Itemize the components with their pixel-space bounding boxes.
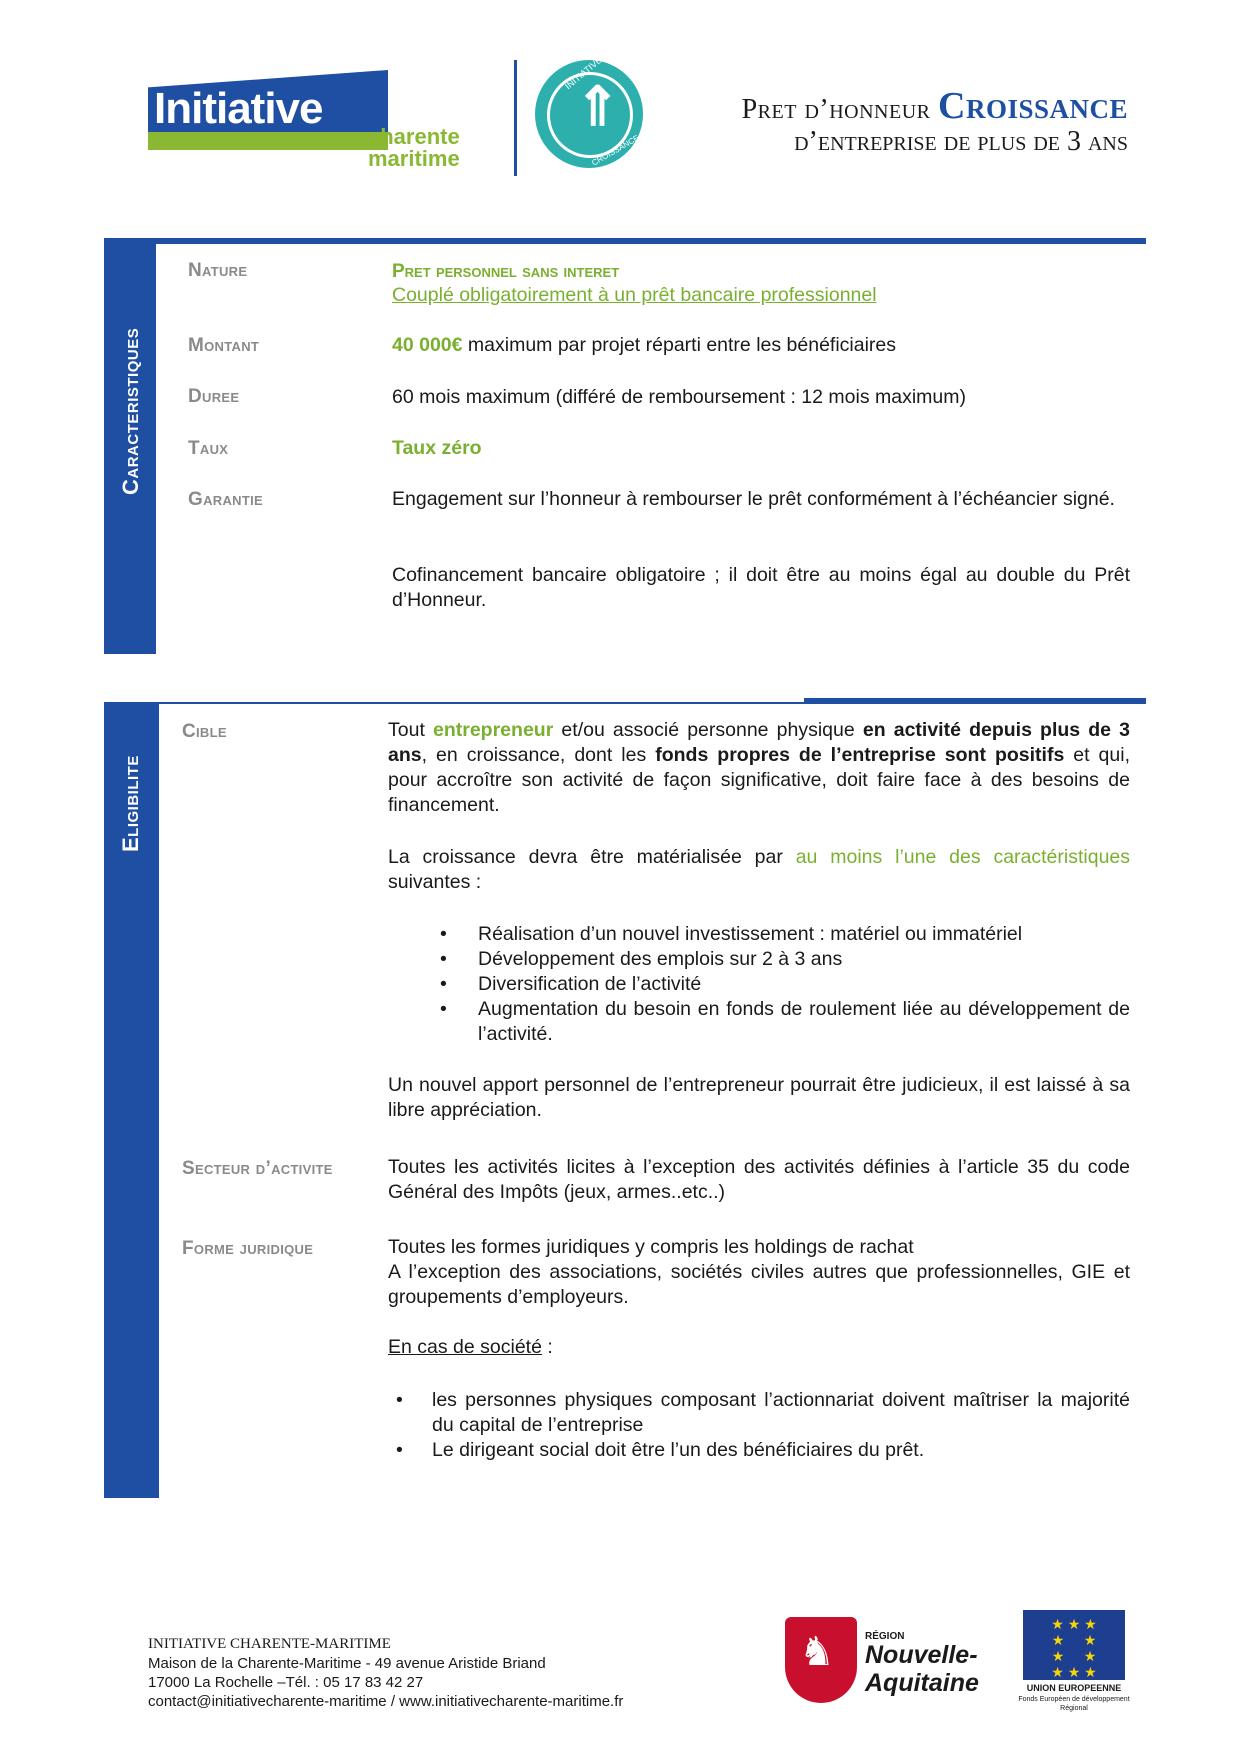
cible-p1-t3: et/ou associé personne physique xyxy=(553,719,863,741)
eligibilite-top-rule xyxy=(804,698,1146,704)
eu-stars-icon: ★ ★ ★ ★ ★ ★ ★ ★ ★ ★ xyxy=(1051,1616,1097,1680)
footer-contact-link[interactable]: contact@initiativecharente-maritime / www.initiativecharente-maritime.fr xyxy=(148,1693,624,1710)
lion-icon: ♞ xyxy=(799,1630,835,1674)
cible-label: Cible xyxy=(182,721,227,742)
caracteristiques-section-label: Caracteristiques xyxy=(118,327,143,495)
list-item xyxy=(440,972,1130,997)
duree-label: Duree xyxy=(188,386,240,407)
list-item xyxy=(440,922,1130,947)
cible-p1-entrepreneur: entrepreneur xyxy=(433,719,554,741)
cible-paragraph-1 xyxy=(388,718,1130,818)
list-item-text: Le dirigeant social doit être l’un des bénéficiaires du prêt. xyxy=(432,1439,925,1461)
logo-main-text: Initiative xyxy=(154,84,323,133)
taux-label: Taux xyxy=(188,438,229,459)
eu-label: UNION EUROPEENNE xyxy=(1026,1683,1122,1693)
list-item xyxy=(440,947,1130,972)
badge-text-bottom: CROISSANCE xyxy=(590,133,641,168)
cible-p1-t1: Tout xyxy=(388,719,433,741)
footer-org-name: INITIATIVE CHARENTE-MARITIME xyxy=(148,1636,391,1652)
cible-p2-t3: suivantes : xyxy=(388,871,482,893)
logo-sub-text-1: charente xyxy=(368,124,460,149)
list-item-text: les personnes physiques composant l’actionnariat doivent maîtriser la majorité du capital de l’entreprise xyxy=(432,1389,1130,1436)
montant-amount: 40 000€ xyxy=(392,334,463,356)
croissance-badge xyxy=(535,54,643,168)
list-item xyxy=(440,997,1130,1047)
arrow-up-icon: ⇑ xyxy=(575,77,621,137)
region-shield-icon xyxy=(785,1617,857,1703)
initiative-logo xyxy=(148,62,483,177)
caracteristiques-top-rule xyxy=(104,238,1146,244)
page-title-line2: d’entreprise de plus de 3 ans xyxy=(794,126,1128,157)
garantie-label: Garantie xyxy=(188,489,263,510)
cible-p1-t7: et qui, pour accroître son activité de façon significative, doit faire face à des besoins de financement. xyxy=(388,744,1130,816)
list-item-text: Réalisation d’un nouvel investissement : matériel ou immatériel xyxy=(478,923,1023,945)
footer-city-phone: 17000 La Rochelle –Tél. : 05 17 83 42 27 xyxy=(148,1674,424,1691)
cible-p2-t1: La croissance devra être matérialisée par xyxy=(388,846,796,868)
list-item-text: Augmentation du besoin en fonds de roulement liée au développement de l’activité. xyxy=(478,998,1130,1045)
list-item xyxy=(396,1438,1130,1463)
bullet-icon: • xyxy=(396,1439,403,1461)
bullet-icon: • xyxy=(440,973,447,995)
page-title-line1 xyxy=(742,84,1128,128)
garantie-paragraph-1: Engagement sur l’honneur à rembourser le prêt conformément à l’échéancier signé. xyxy=(392,488,1115,510)
nature-value: Pret personnel sans interet xyxy=(392,261,620,282)
cible-p2-highlight: au moins l’une des caractéristiques xyxy=(795,846,1131,868)
croissance-criteria-list xyxy=(440,922,1130,1047)
title-prefix: Pret d’honneur xyxy=(741,94,931,125)
duree-value: 60 mois maximum (différé de remboursement : 12 mois maximum) xyxy=(392,386,966,408)
footer-address-line: Maison de la Charente-Maritime - 49 avenue Aristide Briand xyxy=(148,1655,546,1672)
taux-value: Taux zéro xyxy=(392,437,482,459)
cible-paragraph-3: Un nouvel apport personnel de l’entrepreneur pourrait être judicieux, il est laissé à sa libre appréciation. xyxy=(388,1074,1130,1121)
eu-sublabel: Fonds Européen de développement Régional xyxy=(1018,1696,1130,1712)
societe-rules-list xyxy=(396,1388,1130,1463)
region-logo xyxy=(785,1617,985,1707)
title-emphasis: Croissance xyxy=(938,85,1128,127)
forme-line-1: Toutes les formes juridiques y compris les holdings de rachat xyxy=(388,1236,914,1258)
secteur-label: Secteur d’activite xyxy=(182,1158,333,1179)
region-small-text: RÉGION xyxy=(865,1631,905,1642)
societe-subheading-suffix: : xyxy=(541,1336,553,1358)
cible-p1-t5: , en croissance, dont les xyxy=(421,744,656,766)
garantie-paragraph-2: Cofinancement bancaire obligatoire ; il doit être au moins égal au double du Prêt d’Honneur. xyxy=(392,564,1130,611)
forme-line-2: A l’exception des associations, sociétés civiles autres que professionnelles, GIE et groupements d’employeurs. xyxy=(388,1261,1130,1308)
nature-label: Nature xyxy=(188,260,248,281)
bullet-icon: • xyxy=(440,948,447,970)
montant-label: Montant xyxy=(188,335,260,356)
bullet-icon: • xyxy=(396,1389,403,1411)
nature-subvalue: Couplé obligatoirement à un prêt bancaire professionnel xyxy=(392,284,877,306)
cible-paragraph-2 xyxy=(388,845,1130,895)
list-item-text: Diversification de l’activité xyxy=(478,973,702,995)
eligibilite-section-label: Eligibilite xyxy=(118,755,143,852)
cible-p1-fonds: fonds propres de l’entreprise sont positifs xyxy=(655,744,1065,766)
footer-address xyxy=(148,1635,623,1711)
cible-p1-activite: en activité depuis plus de 3 ans xyxy=(388,719,1131,766)
societe-subheading-text: En cas de société xyxy=(388,1336,542,1358)
eligibilite-top-rule-thin xyxy=(104,702,804,704)
bullet-icon: • xyxy=(440,998,447,1020)
secteur-value: Toutes les activités licites à l’exception des activités définies à l’article 35 du code Général des Impôts (jeux, armes..etc..) xyxy=(388,1156,1130,1203)
list-item-text: Développement des emplois sur 2 à 3 ans xyxy=(478,948,843,970)
forme-label: Forme juridique xyxy=(182,1238,314,1259)
logo-green-stripe xyxy=(148,132,388,150)
region-name-1: Nouvelle- xyxy=(865,1641,978,1669)
region-name-2: Aquitaine xyxy=(865,1669,979,1697)
logo-sub-text-2: maritime xyxy=(368,146,460,171)
eu-flag-icon xyxy=(1023,1610,1125,1680)
montant-value xyxy=(392,333,896,358)
badge-text-top: INITIATIVE xyxy=(563,54,604,92)
bullet-icon: • xyxy=(440,923,447,945)
montant-rest: maximum par projet réparti entre les bénéficiaires xyxy=(462,334,897,356)
header-divider xyxy=(514,60,517,176)
list-item xyxy=(396,1388,1130,1438)
societe-subheading xyxy=(388,1335,553,1360)
